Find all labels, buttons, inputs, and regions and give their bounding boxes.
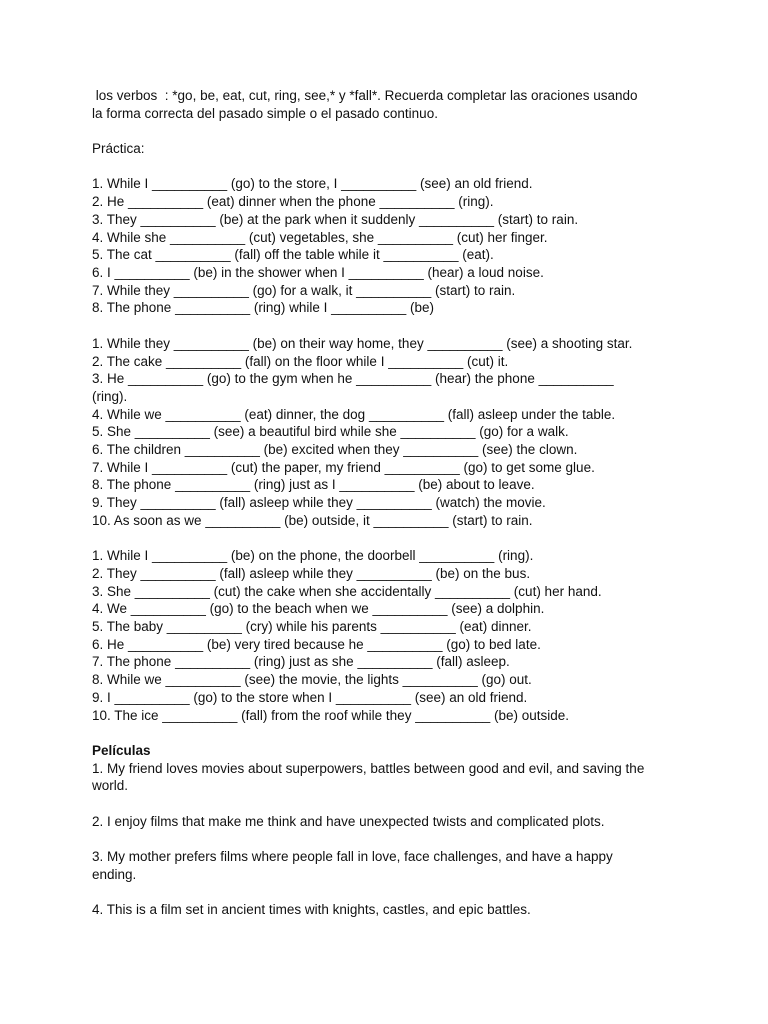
exercise-line: 5. The baby __________ (cry) while his parents __________ (eat) dinner. xyxy=(92,619,532,635)
exercise-line: 8. The phone __________ (ring) just as I __________ (be) about to leave. xyxy=(92,477,535,493)
exercise-line: 10. The ice __________ (fall) from the roof while they __________ (be) outside. xyxy=(92,707,570,723)
exercise-line: 7. While I __________ (cut) the paper, my friend __________ (go) to get some glue. xyxy=(92,459,595,475)
exercise-line: 9. I __________ (go) to the store when I __________ (see) an old friend. xyxy=(92,689,528,705)
exercise-line: 6. He __________ (be) very tired because he __________ (go) to bed late. xyxy=(92,636,541,652)
exercise-line: 6. The children __________ (be) excited when they __________ (see) the clown. xyxy=(92,442,578,458)
intro-line: la forma correcta del pasado simple o el pasado continuo. xyxy=(92,105,438,121)
exercise-line: 3. He __________ (go) to the gym when he __________ (hear) the phone __________ xyxy=(92,371,614,387)
spacer xyxy=(92,158,692,176)
section-label: Práctica: xyxy=(92,141,145,157)
prompt-line: 3. My mother prefers films where people fall in love, face challenges, and have a happy xyxy=(92,849,613,865)
spacer xyxy=(92,530,692,548)
exercise-line: 9. They __________ (fall) asleep while they __________ (watch) the movie. xyxy=(92,495,546,511)
exercise-line: 2. He __________ (eat) dinner when the phone __________ (ring). xyxy=(92,194,494,210)
prompt-line: 4. This is a film set in ancient times with knights, castles, and epic battles. xyxy=(92,902,531,918)
prompt-line: ending. xyxy=(92,866,137,882)
worksheet-content xyxy=(92,87,692,919)
prompt-line: 1. My friend loves movies about superpowers, battles between good and evil, and saving the xyxy=(92,760,645,776)
exercise-line: 5. She __________ (see) a beautiful bird while she __________ (go) for a walk. xyxy=(92,424,569,440)
exercise-line: 3. They __________ (be) at the park when it suddenly __________ (start) to rain. xyxy=(92,211,579,227)
spacer xyxy=(92,795,692,813)
exercise-line: 4. While we __________ (eat) dinner, the dog __________ (fall) asleep under the table. xyxy=(92,406,616,422)
spacer xyxy=(92,724,692,742)
exercise-line: 10. As soon as we __________ (be) outside, it __________ (start) to rain. xyxy=(92,512,533,528)
intro-line: los verbos : *go, be, eat, cut, ring, see,* y *fall*. Recuerda completar las oraciones usando xyxy=(92,88,638,103)
exercise-line: 1. While they __________ (be) on their way home, they __________ (see) a shooting star. xyxy=(92,335,633,351)
exercise-line: 8. While we __________ (see) the movie, the lights __________ (go) out. xyxy=(92,672,532,688)
spacer xyxy=(92,884,692,902)
exercise-line: 5. The cat __________ (fall) off the table while it __________ (eat). xyxy=(92,247,494,263)
exercise-line: 8. The phone __________ (ring) while I __________ (be) xyxy=(92,300,435,316)
exercise-line: 7. While they __________ (go) for a walk, it __________ (start) to rain. xyxy=(92,282,516,298)
exercise-line: 7. The phone __________ (ring) just as she __________ (fall) asleep. xyxy=(92,654,510,670)
exercise-line: 1. While I __________ (be) on the phone, the doorbell __________ (ring). xyxy=(92,548,534,564)
prompt-line: world. xyxy=(92,778,129,794)
exercise-line: 4. While she __________ (cut) vegetables, she __________ (cut) her finger. xyxy=(92,229,548,245)
exercise-line: (ring). xyxy=(92,388,128,404)
spacer xyxy=(92,317,692,335)
exercise-line: 6. I __________ (be) in the shower when I __________ (hear) a loud noise. xyxy=(92,265,544,280)
exercise-line: 1. While I __________ (go) to the store, I __________ (see) an old friend. xyxy=(92,176,533,192)
prompt-line: 2. I enjoy films that make me think and have unexpected twists and complicated plots. xyxy=(92,813,605,829)
section-heading: Películas xyxy=(92,742,151,758)
exercise-line: 2. They __________ (fall) asleep while they __________ (be) on the bus. xyxy=(92,565,531,581)
spacer xyxy=(92,830,692,848)
exercise-line: 4. We __________ (go) to the beach when we __________ (see) a dolphin. xyxy=(92,601,545,617)
exercise-line: 3. She __________ (cut) the cake when she accidentally __________ (cut) her hand. xyxy=(92,583,602,599)
exercise-line: 2. The cake __________ (fall) on the floor while I __________ (cut) it. xyxy=(92,353,509,369)
spacer xyxy=(92,122,692,140)
